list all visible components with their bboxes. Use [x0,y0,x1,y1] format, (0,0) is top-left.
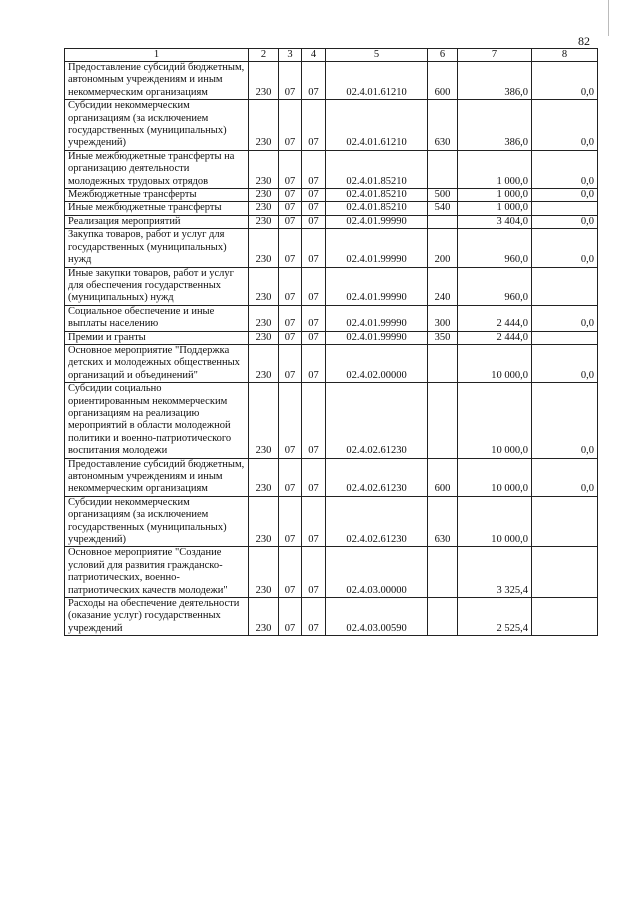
row-subsection: 07 [302,598,326,636]
header-col-3: 3 [279,49,302,62]
row-amount-1: 10 000,0 [458,496,532,547]
row-expense-type [428,547,458,598]
header-col-7: 7 [458,49,532,62]
page-number: 82 [578,34,590,48]
row-subsection: 07 [302,458,326,496]
row-name: Иные закупки товаров, работ и услуг для обеспечения государственных (муниципальных) нужд [65,267,249,305]
row-name: Иные межбюджетные трансферты на организацию деятельности молодежных трудовых отрядов [65,150,249,188]
row-admin-code: 230 [249,202,279,215]
table-row [65,189,598,202]
table-row [65,305,598,331]
header-col-8: 8 [532,49,598,62]
row-admin-code: 230 [249,62,279,100]
row-amount-1: 1 000,0 [458,150,532,188]
row-name: Премии и гранты [65,331,249,344]
row-subsection: 07 [302,202,326,215]
row-subsection: 07 [302,267,326,305]
row-name: Иные межбюджетные трансферты [65,202,249,215]
header-col-2: 2 [249,49,279,62]
row-amount-1: 2 525,4 [458,598,532,636]
table-row [65,229,598,267]
row-amount-2 [532,496,598,547]
row-expense-type: 300 [428,305,458,331]
row-section: 07 [279,215,302,228]
row-amount-2: 0,0 [532,189,598,202]
row-name: Закупка товаров, работ и услуг для государственных (муниципальных) нужд [65,229,249,267]
row-name: Расходы на обеспечение деятельности (оказание услуг) государственных учреждений [65,598,249,636]
row-amount-2: 0,0 [532,150,598,188]
row-amount-1: 386,0 [458,62,532,100]
header-col-1: 1 [65,49,249,62]
row-admin-code: 230 [249,229,279,267]
row-target-article: 02.4.03.00590 [326,598,428,636]
row-section: 07 [279,547,302,598]
row-amount-1: 1 000,0 [458,189,532,202]
table-row [65,202,598,215]
row-admin-code: 230 [249,496,279,547]
header-row [65,49,598,62]
row-amount-2 [532,547,598,598]
row-expense-type: 200 [428,229,458,267]
row-expense-type: 600 [428,458,458,496]
row-target-article: 02.4.02.61230 [326,496,428,547]
row-subsection: 07 [302,150,326,188]
row-amount-2: 0,0 [532,458,598,496]
table-row [65,267,598,305]
row-target-article: 02.4.02.61230 [326,383,428,458]
row-amount-2: 0,0 [532,344,598,382]
row-amount-2: 0,0 [532,100,598,151]
row-amount-1: 960,0 [458,229,532,267]
row-expense-type: 630 [428,100,458,151]
row-subsection: 07 [302,331,326,344]
row-name: Основное мероприятие "Создание условий для развития гражданско-патриотических, военно-патриотических качеств молодежи" [65,547,249,598]
row-amount-1: 10 000,0 [458,383,532,458]
row-admin-code: 230 [249,189,279,202]
row-subsection: 07 [302,229,326,267]
row-admin-code: 230 [249,458,279,496]
table-row [65,458,598,496]
row-amount-2: 0,0 [532,62,598,100]
header-col-6: 6 [428,49,458,62]
row-amount-2: 0,0 [532,383,598,458]
row-section: 07 [279,331,302,344]
row-expense-type [428,344,458,382]
row-amount-2 [532,267,598,305]
row-section: 07 [279,598,302,636]
row-target-article: 02.4.01.99990 [326,305,428,331]
table-row [65,331,598,344]
row-expense-type [428,383,458,458]
row-amount-1: 10 000,0 [458,344,532,382]
row-subsection: 07 [302,189,326,202]
row-target-article: 02.4.01.85210 [326,150,428,188]
row-name: Субсидии некоммерческим организациям (за исключением государственных (муниципальных) учреждений) [65,100,249,151]
row-amount-1: 3 404,0 [458,215,532,228]
row-target-article: 02.4.03.00000 [326,547,428,598]
row-expense-type: 240 [428,267,458,305]
scan-edge-mark [608,0,609,36]
row-subsection: 07 [302,100,326,151]
row-amount-1: 386,0 [458,100,532,151]
row-target-article: 02.4.01.99990 [326,267,428,305]
row-section: 07 [279,229,302,267]
table-row [65,215,598,228]
header-col-4: 4 [302,49,326,62]
row-section: 07 [279,458,302,496]
row-amount-1: 2 444,0 [458,305,532,331]
row-admin-code: 230 [249,383,279,458]
row-subsection: 07 [302,62,326,100]
row-target-article: 02.4.01.85210 [326,202,428,215]
row-expense-type [428,215,458,228]
row-amount-1: 10 000,0 [458,458,532,496]
row-subsection: 07 [302,215,326,228]
row-amount-2: 0,0 [532,229,598,267]
row-expense-type: 350 [428,331,458,344]
row-name: Реализация мероприятий [65,215,249,228]
row-admin-code: 230 [249,331,279,344]
row-section: 07 [279,62,302,100]
row-admin-code: 230 [249,547,279,598]
row-amount-2: 0,0 [532,305,598,331]
row-subsection: 07 [302,305,326,331]
row-section: 07 [279,202,302,215]
row-target-article: 02.4.01.99990 [326,215,428,228]
row-expense-type [428,150,458,188]
row-target-article: 02.4.01.61210 [326,62,428,100]
row-admin-code: 230 [249,305,279,331]
table-row [65,100,598,151]
row-expense-type: 600 [428,62,458,100]
row-section: 07 [279,150,302,188]
row-target-article: 02.4.01.61210 [326,100,428,151]
row-target-article: 02.4.02.00000 [326,344,428,382]
row-admin-code: 230 [249,150,279,188]
row-amount-1: 1 000,0 [458,202,532,215]
table-row [65,62,598,100]
row-section: 07 [279,100,302,151]
row-name: Социальное обеспечение и иные выплаты населению [65,305,249,331]
row-admin-code: 230 [249,267,279,305]
row-target-article: 02.4.02.61230 [326,458,428,496]
row-expense-type [428,598,458,636]
row-amount-2: 0,0 [532,215,598,228]
row-amount-2 [532,202,598,215]
header-col-5: 5 [326,49,428,62]
row-name: Субсидии социально ориентированным некоммерческим организациям на реализацию мероприятий в области молодежной политики и военно-патриотического воспитания молодежи [65,383,249,458]
row-section: 07 [279,383,302,458]
row-target-article: 02.4.01.99990 [326,331,428,344]
row-admin-code: 230 [249,344,279,382]
row-expense-type: 500 [428,189,458,202]
row-name: Межбюджетные трансферты [65,189,249,202]
row-admin-code: 230 [249,215,279,228]
table-row [65,547,598,598]
row-section: 07 [279,267,302,305]
row-amount-2 [532,598,598,636]
row-name: Основное мероприятие "Поддержка детских и молодежных общественных организаций и объединений" [65,344,249,382]
row-admin-code: 230 [249,100,279,151]
row-expense-type: 540 [428,202,458,215]
table-row [65,496,598,547]
table-row [65,598,598,636]
row-section: 07 [279,344,302,382]
table-row [65,150,598,188]
row-amount-2 [532,331,598,344]
row-subsection: 07 [302,383,326,458]
row-amount-1: 960,0 [458,267,532,305]
row-name: Субсидии некоммерческим организациям (за исключением государственных (муниципальных) учреждений) [65,496,249,547]
budget-table [64,48,598,636]
row-section: 07 [279,496,302,547]
row-subsection: 07 [302,344,326,382]
row-subsection: 07 [302,496,326,547]
row-target-article: 02.4.01.85210 [326,189,428,202]
row-subsection: 07 [302,547,326,598]
table-row [65,344,598,382]
row-amount-1: 2 444,0 [458,331,532,344]
table-row [65,383,598,458]
row-admin-code: 230 [249,598,279,636]
row-expense-type: 630 [428,496,458,547]
row-amount-1: 3 325,4 [458,547,532,598]
row-name: Предоставление субсидий бюджетным, автономным учреждениям и иным некоммерческим организациям [65,458,249,496]
row-section: 07 [279,189,302,202]
row-target-article: 02.4.01.99990 [326,229,428,267]
row-section: 07 [279,305,302,331]
row-name: Предоставление субсидий бюджетным, автономным учреждениям и иным некоммерческим организациям [65,62,249,100]
